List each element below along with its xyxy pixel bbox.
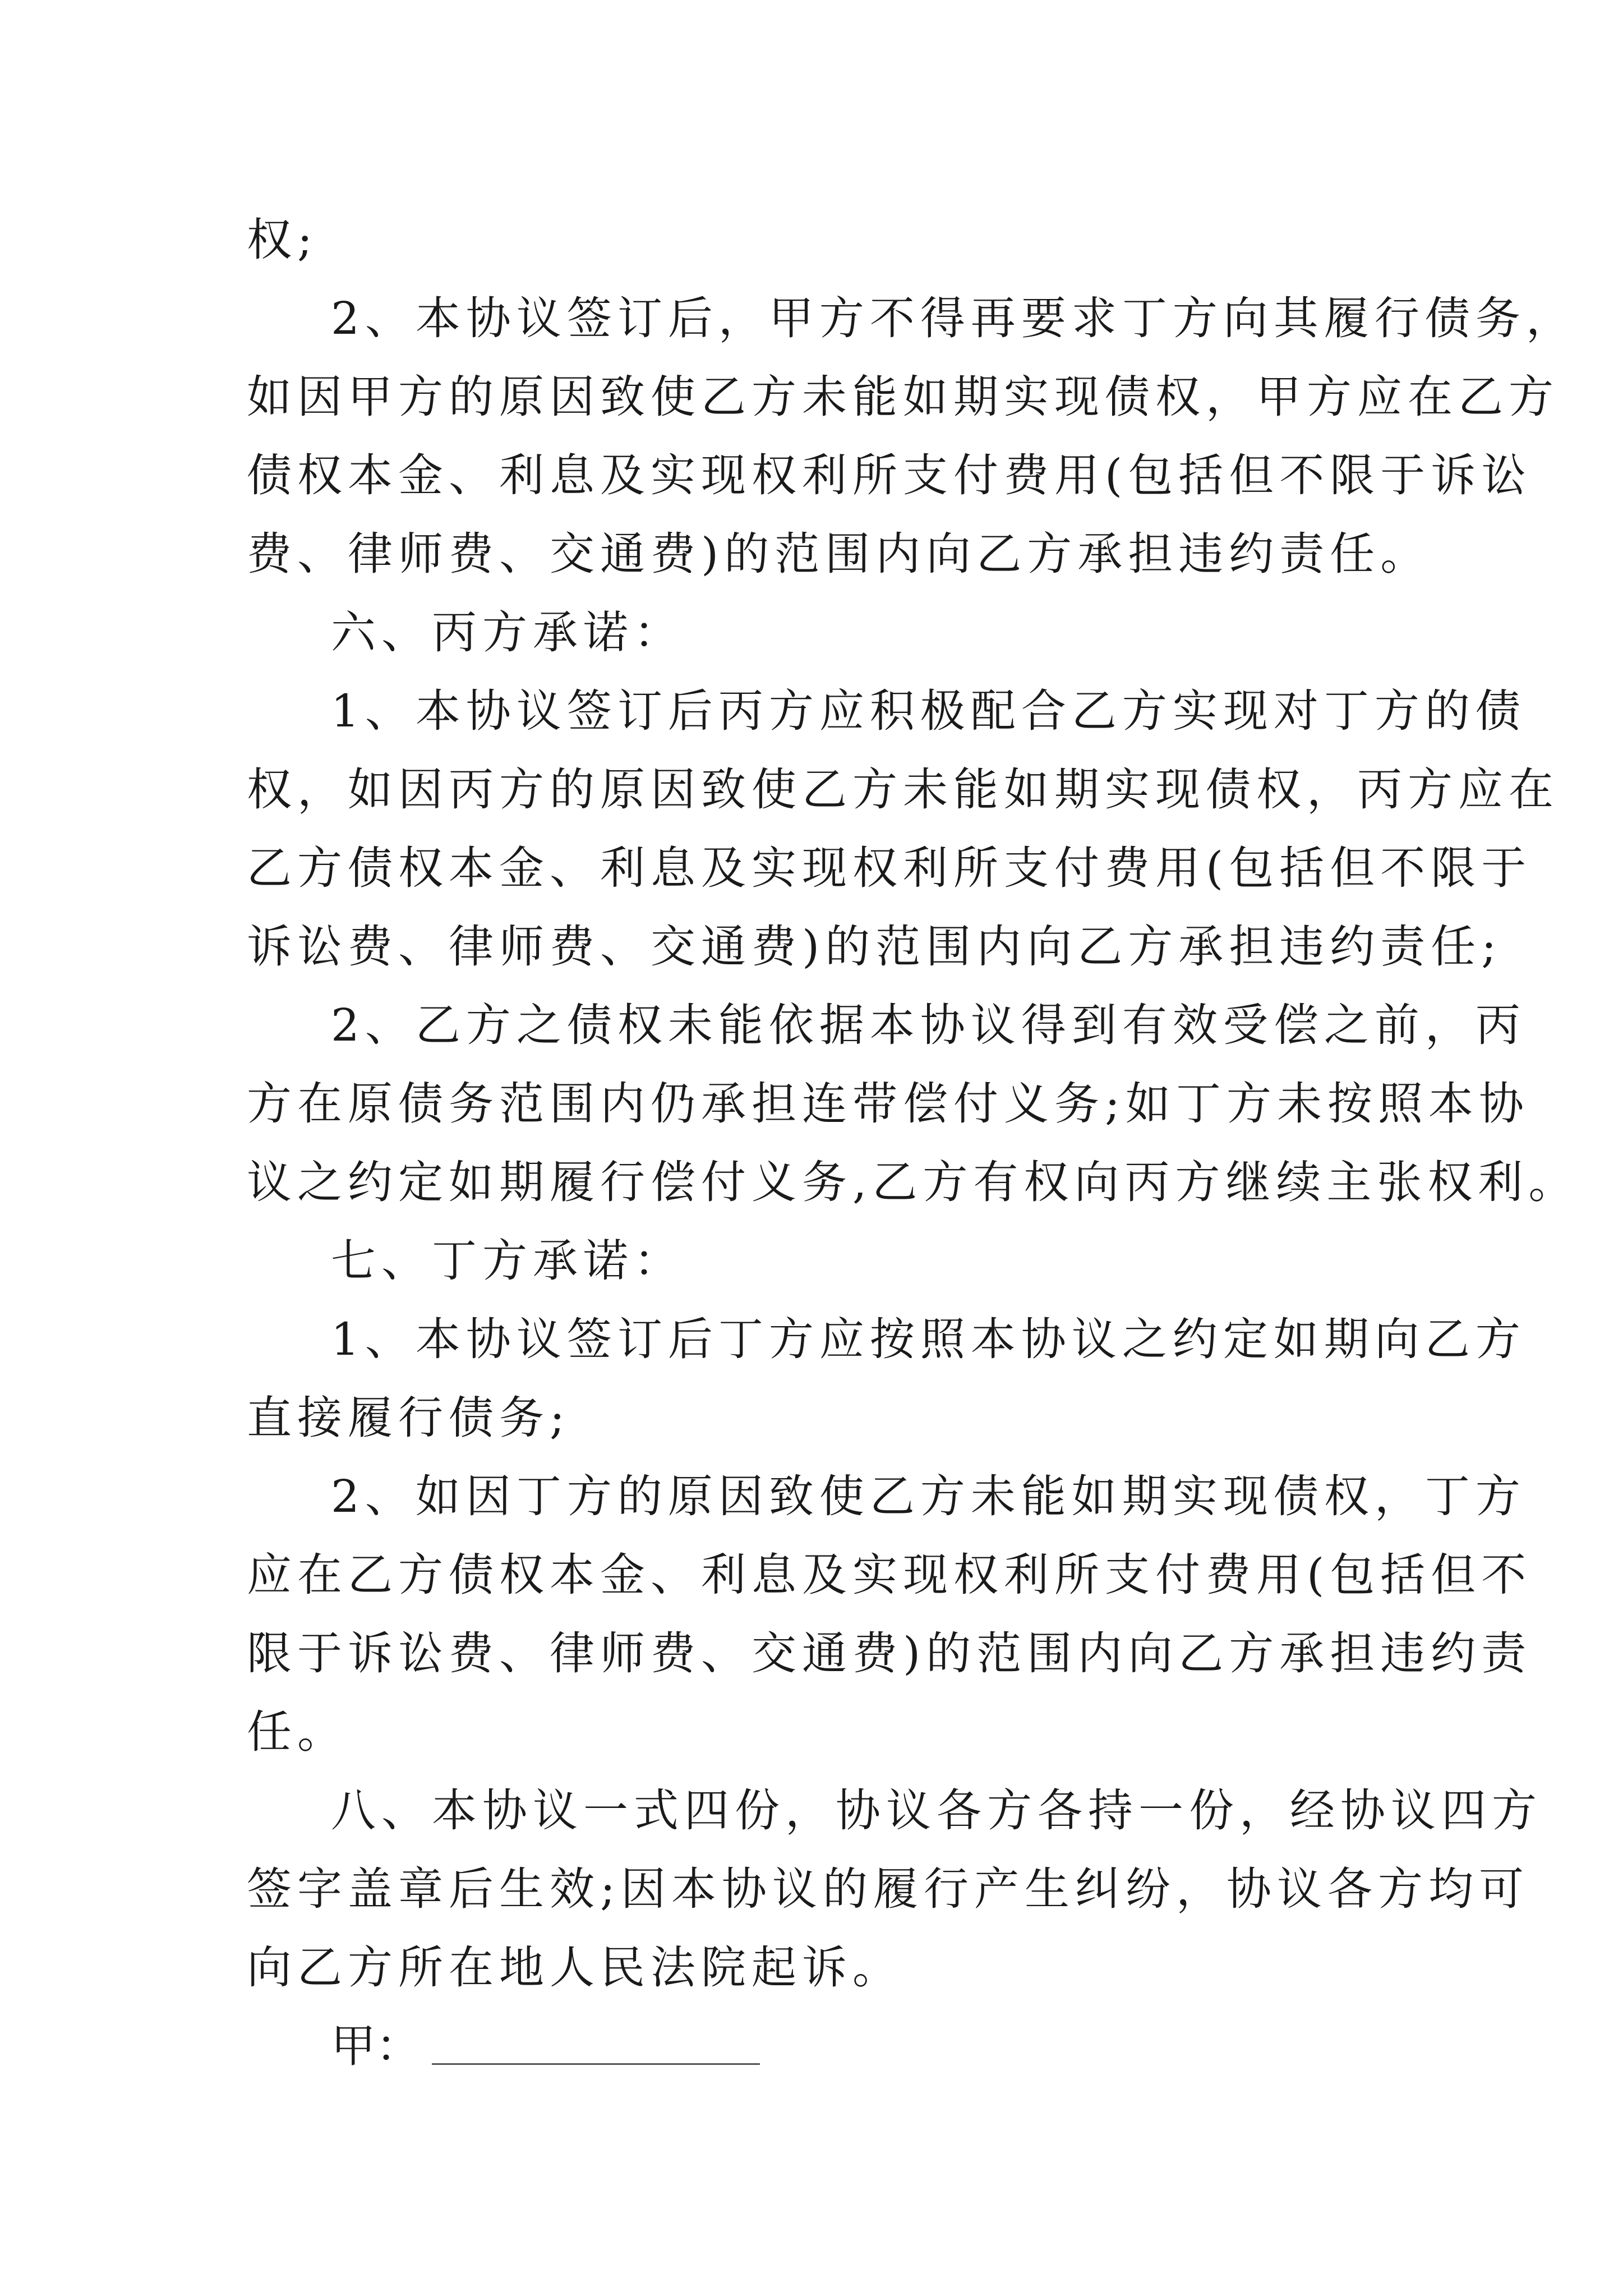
paragraph-line: 1、本协议签订后丁方应按照本协议之约定如期向乙方 <box>331 1313 1526 1365</box>
section-heading: 七、丁方承诺： <box>331 1235 684 1287</box>
paragraph-line: 2、如因丁方的原因致使乙方未能如期实现债权，丁方 <box>331 1470 1526 1522</box>
paragraph-line: 任。 <box>247 1706 348 1758</box>
paragraph-line: 权; <box>247 214 318 266</box>
section-heading: 六、丙方承诺： <box>331 606 684 659</box>
paragraph-line: 2、乙方之债权未能依据本协议得到有效受偿之前，丙 <box>331 999 1526 1051</box>
paragraph-line: 诉讼费、律师费、交通费)的范围内向乙方承担违约责任; <box>247 921 1502 973</box>
signature-row <box>331 2018 760 2074</box>
paragraph-line: 限于诉讼费、律师费、交通费)的范围内向乙方承担违约责 <box>247 1627 1532 1680</box>
paragraph-line: 向乙方所在地人民法院起诉。 <box>247 1941 903 1994</box>
paragraph-line: 费、律师费、交通费)的范围内向乙方承担违约责任。 <box>247 528 1431 580</box>
paragraph-line: 直接履行债务; <box>247 1392 570 1444</box>
paragraph-line: 签字盖章后生效;因本协议的履行产生纠纷，协议各方均可 <box>247 1863 1529 1915</box>
paragraph-line: 债权本金、利息及实现权利所支付费用(包括但不限于诉讼 <box>247 449 1532 501</box>
paragraph-line: 方在原债务范围内仍承担连带偿付义务;如丁方未按照本协 <box>247 1078 1529 1130</box>
paragraph-line: 1、本协议签订后丙方应积极配合乙方实现对丁方的债 <box>331 685 1526 737</box>
paragraph-line: 议之约定如期履行偿付义务,乙方有权向丙方继续主张权利。 <box>247 1156 1579 1208</box>
paragraph-line: 权，如因丙方的原因致使乙方未能如期实现债权，丙方应在 <box>247 763 1559 816</box>
paragraph-line: 如因甲方的原因致使乙方未能如期实现债权，甲方应在乙方 <box>247 371 1559 423</box>
paragraph-line: 2、本协议签订后，甲方不得再要求丁方向其履行债务， <box>331 292 1576 344</box>
paragraph-line: 应在乙方债权本金、利息及实现权利所支付费用(包括但不 <box>247 1549 1532 1601</box>
section-heading: 八、本协议一式四份，协议各方各持一份，经协议四方 <box>331 1784 1542 1837</box>
signature-label: 甲： <box>331 2020 421 2072</box>
paragraph-line: 乙方债权本金、利息及实现权利所支付费用(包括但不限于 <box>247 842 1532 894</box>
signature-blank-line <box>432 2028 760 2065</box>
